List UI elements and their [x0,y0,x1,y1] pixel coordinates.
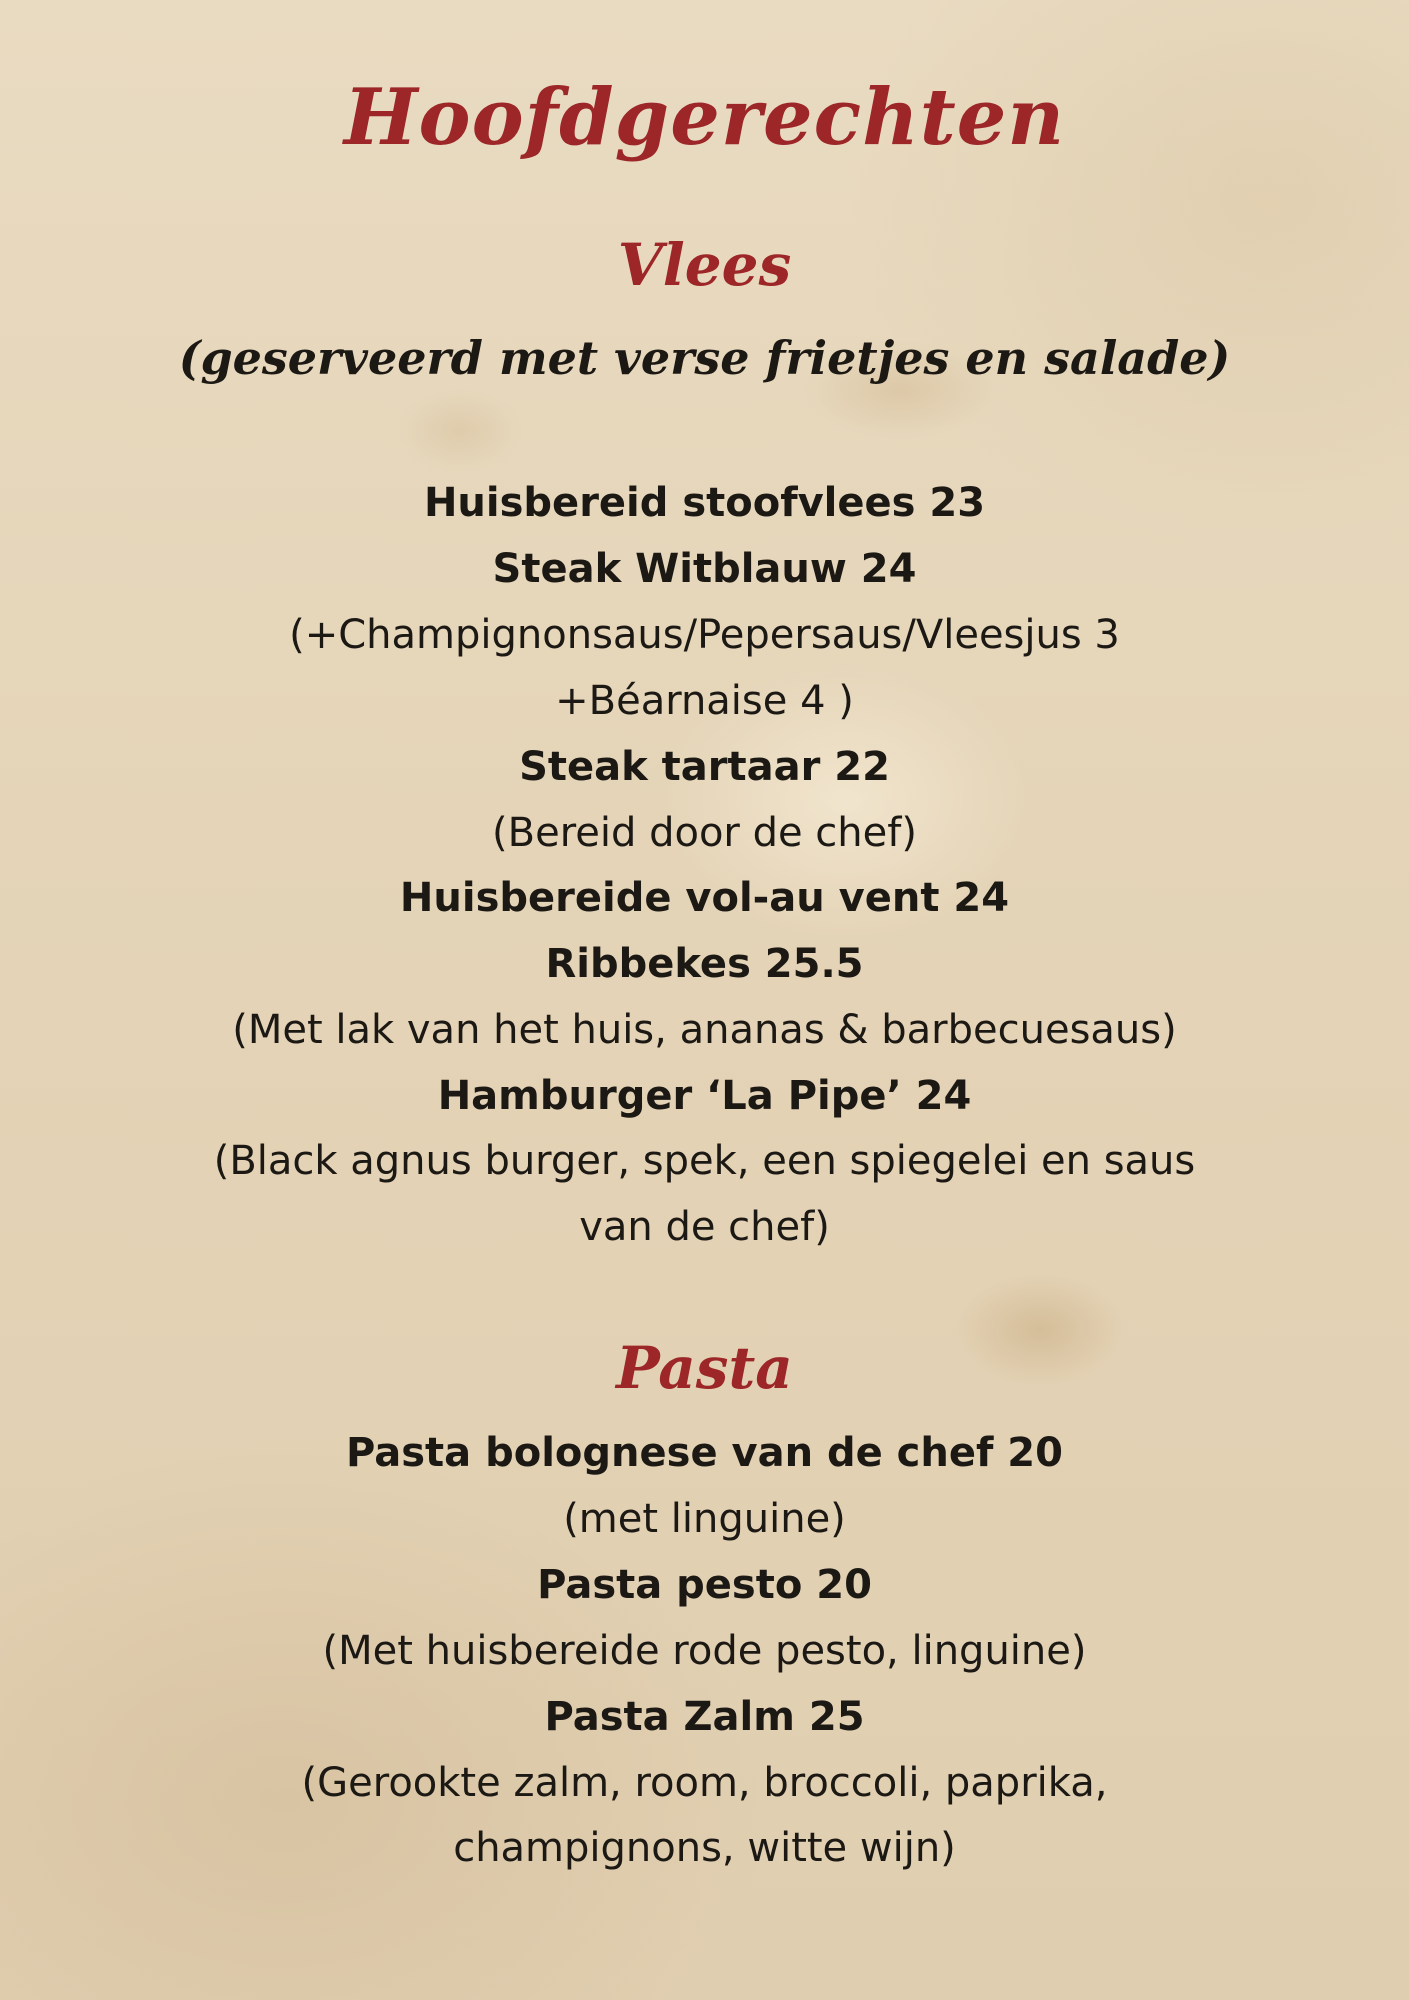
dish-name: Pasta Zalm 25 [544,1694,865,1740]
dish-description: (Gerookte zalm, room, broccoli, paprika, [301,1760,1108,1806]
dish-description: +Béarnaise 4 ) [555,678,854,724]
section-subtitle-vlees: (geserveerd met verse frietjes en salade) [178,331,1231,385]
dish-name: Pasta pesto 20 [537,1562,872,1608]
dish-description: (Met huisbereide rode pesto, linguine) [322,1628,1087,1674]
dish-name: Steak Witblauw 24 [492,546,917,592]
dish-description: champignons, witte wijn) [453,1825,956,1871]
dish-name: Steak tartaar 22 [519,744,890,790]
dish-description: (Bereid door de chef) [492,810,917,856]
dish-name: Huisbereide vol-au vent 24 [399,875,1010,921]
dish-description: van de chef) [579,1204,830,1250]
dish-name: Ribbekes 25.5 [545,941,864,987]
dish-description: (met linguine) [563,1496,846,1542]
menu-title: Hoofdgerechten [343,72,1066,163]
section-heading-pasta: Pasta [616,1334,793,1402]
dish-name: Huisbereid stoofvlees 23 [423,480,986,526]
dish-description: (Black agnus burger, spek, een spiegelei en saus [213,1138,1196,1184]
dish-description: (Met lak van het huis, ananas & barbecuesaus) [232,1007,1177,1053]
dish-name: Hamburger ‘La Pipe’ 24 [437,1073,972,1119]
dish-description: (+Champignonsaus/Pepersaus/Vleesjus 3 [289,612,1120,658]
dish-name: Pasta bolognese van de chef 20 [346,1430,1063,1476]
section-heading-vlees: Vlees [617,231,792,299]
